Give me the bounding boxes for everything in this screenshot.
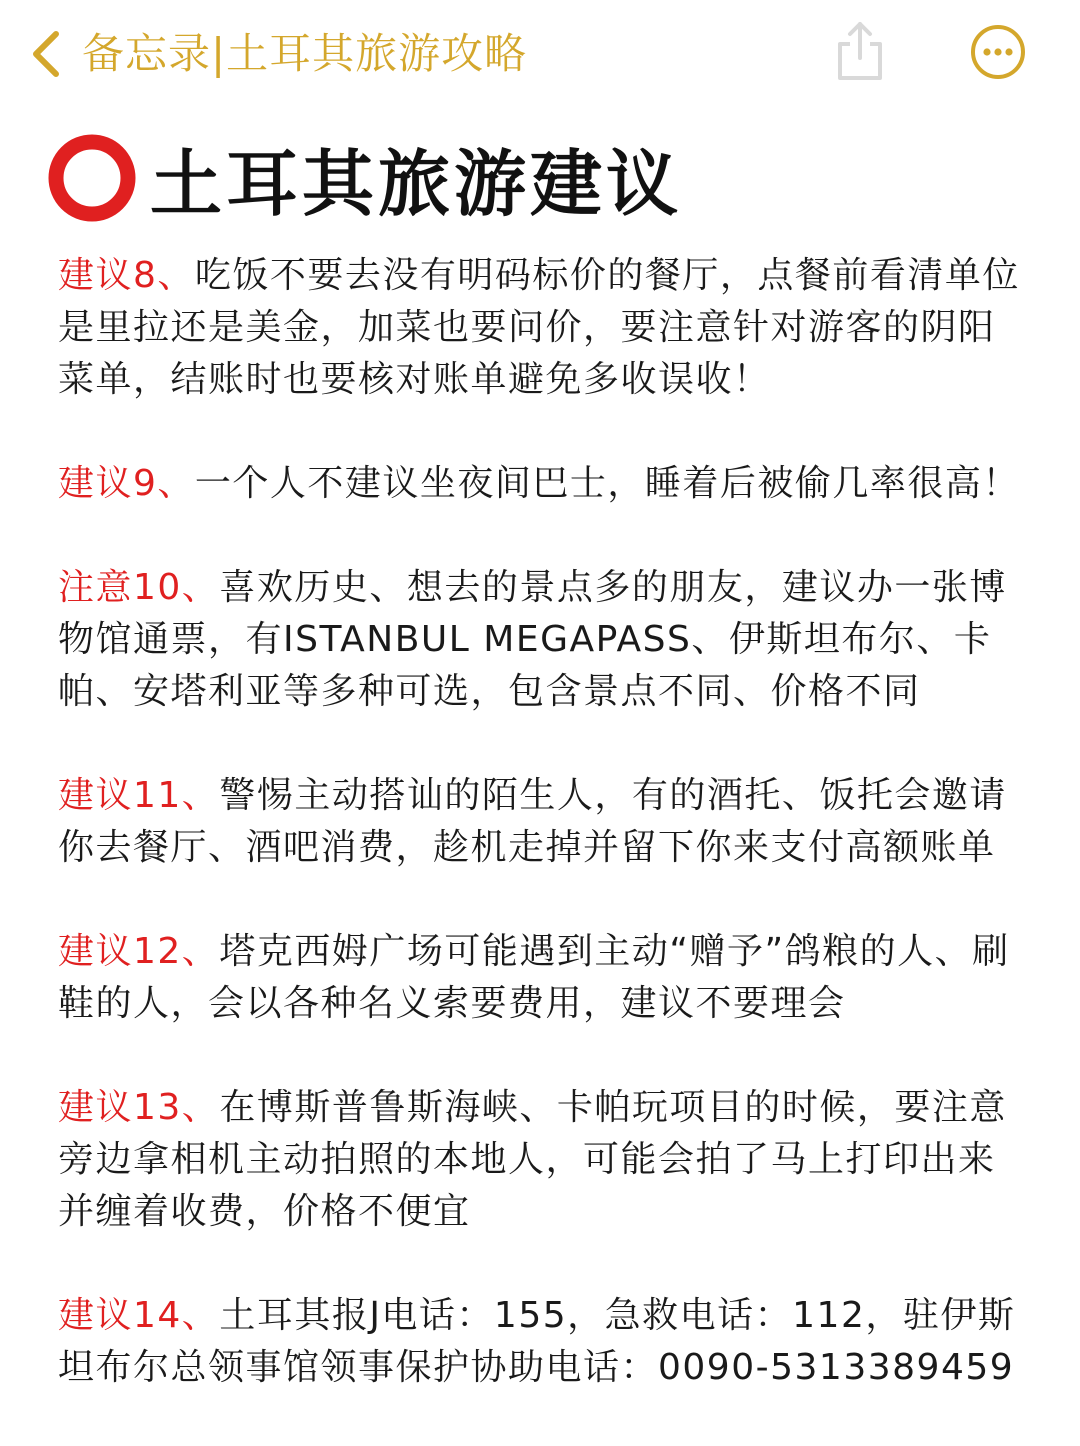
- share-icon: [832, 69, 888, 88]
- tip-text: 喜欢历史、想去的景点多的朋友，建议办一张博物馆通票，有ISTANBUL MEGAPASS、伊斯坦布尔、卡帕、安塔利亚等多种可选，包含景点不同、价格不同: [58, 567, 1007, 712]
- tips-list: [58, 250, 1028, 1446]
- tip-item: [58, 1082, 1028, 1238]
- hollow-red-circle-icon: [46, 132, 138, 224]
- tip-text: 塔克西姆广场可能遇到主动“赠予”鸽粮的人、刷鞋的人，会以各种名义索要费用，建议不要理会: [58, 931, 1010, 1024]
- share-button[interactable]: [832, 18, 888, 84]
- note-title: 备忘录|土耳其旅游攻略: [82, 29, 528, 78]
- more-dots-icon: [970, 65, 1026, 84]
- tip-label: 建议14、: [58, 1295, 220, 1336]
- tip-item: [58, 770, 1028, 874]
- tip-text: 警惕主动搭讪的陌生人，有的酒托、饭托会邀请你去餐厅、酒吧消费，趁机走掉并留下你来支付高额账单: [58, 775, 1007, 868]
- note-heading: [46, 130, 682, 226]
- tip-text: 一个人不建议坐夜间巴士，睡着后被偷几率很高！: [194, 463, 1020, 504]
- tip-label: 建议12、: [58, 931, 220, 972]
- tip-item: [58, 458, 1028, 510]
- tip-item: [58, 926, 1028, 1030]
- navigation-bar: [0, 0, 1080, 110]
- tip-item: [58, 1290, 1028, 1394]
- tip-item: [58, 562, 1028, 718]
- more-button[interactable]: [970, 24, 1026, 80]
- tip-label: 注意10、: [58, 567, 220, 608]
- tip-item: [58, 250, 1028, 406]
- chevron-left-icon: [28, 28, 64, 80]
- tip-label: 建议13、: [58, 1087, 220, 1128]
- tip-text: 吃饭不要去没有明码标价的餐厅，点餐前看清单位是里拉还是美金，加菜也要问价，要注意针对游客的阴阳菜单，结账时也要核对账单避免多收误收！: [58, 255, 1020, 400]
- tip-text: 土耳其报J电话：155，急救电话：112，驻伊斯坦布尔总领事馆领事保护协助电话：0090-5313389459: [58, 1295, 1016, 1388]
- tip-text: 在博斯普鲁斯海峡、卡帕玩项目的时候，要注意旁边拿相机主动拍照的本地人，可能会拍了马上打印出来并缠着收费，价格不便宜: [58, 1087, 1007, 1232]
- tip-label: 建议11、: [58, 775, 220, 816]
- tip-label: 建议8、: [58, 255, 195, 296]
- back-button[interactable]: [28, 28, 64, 80]
- tip-label: 建议9、: [58, 463, 195, 504]
- heading-text: 土耳其旅游建议: [150, 142, 683, 226]
